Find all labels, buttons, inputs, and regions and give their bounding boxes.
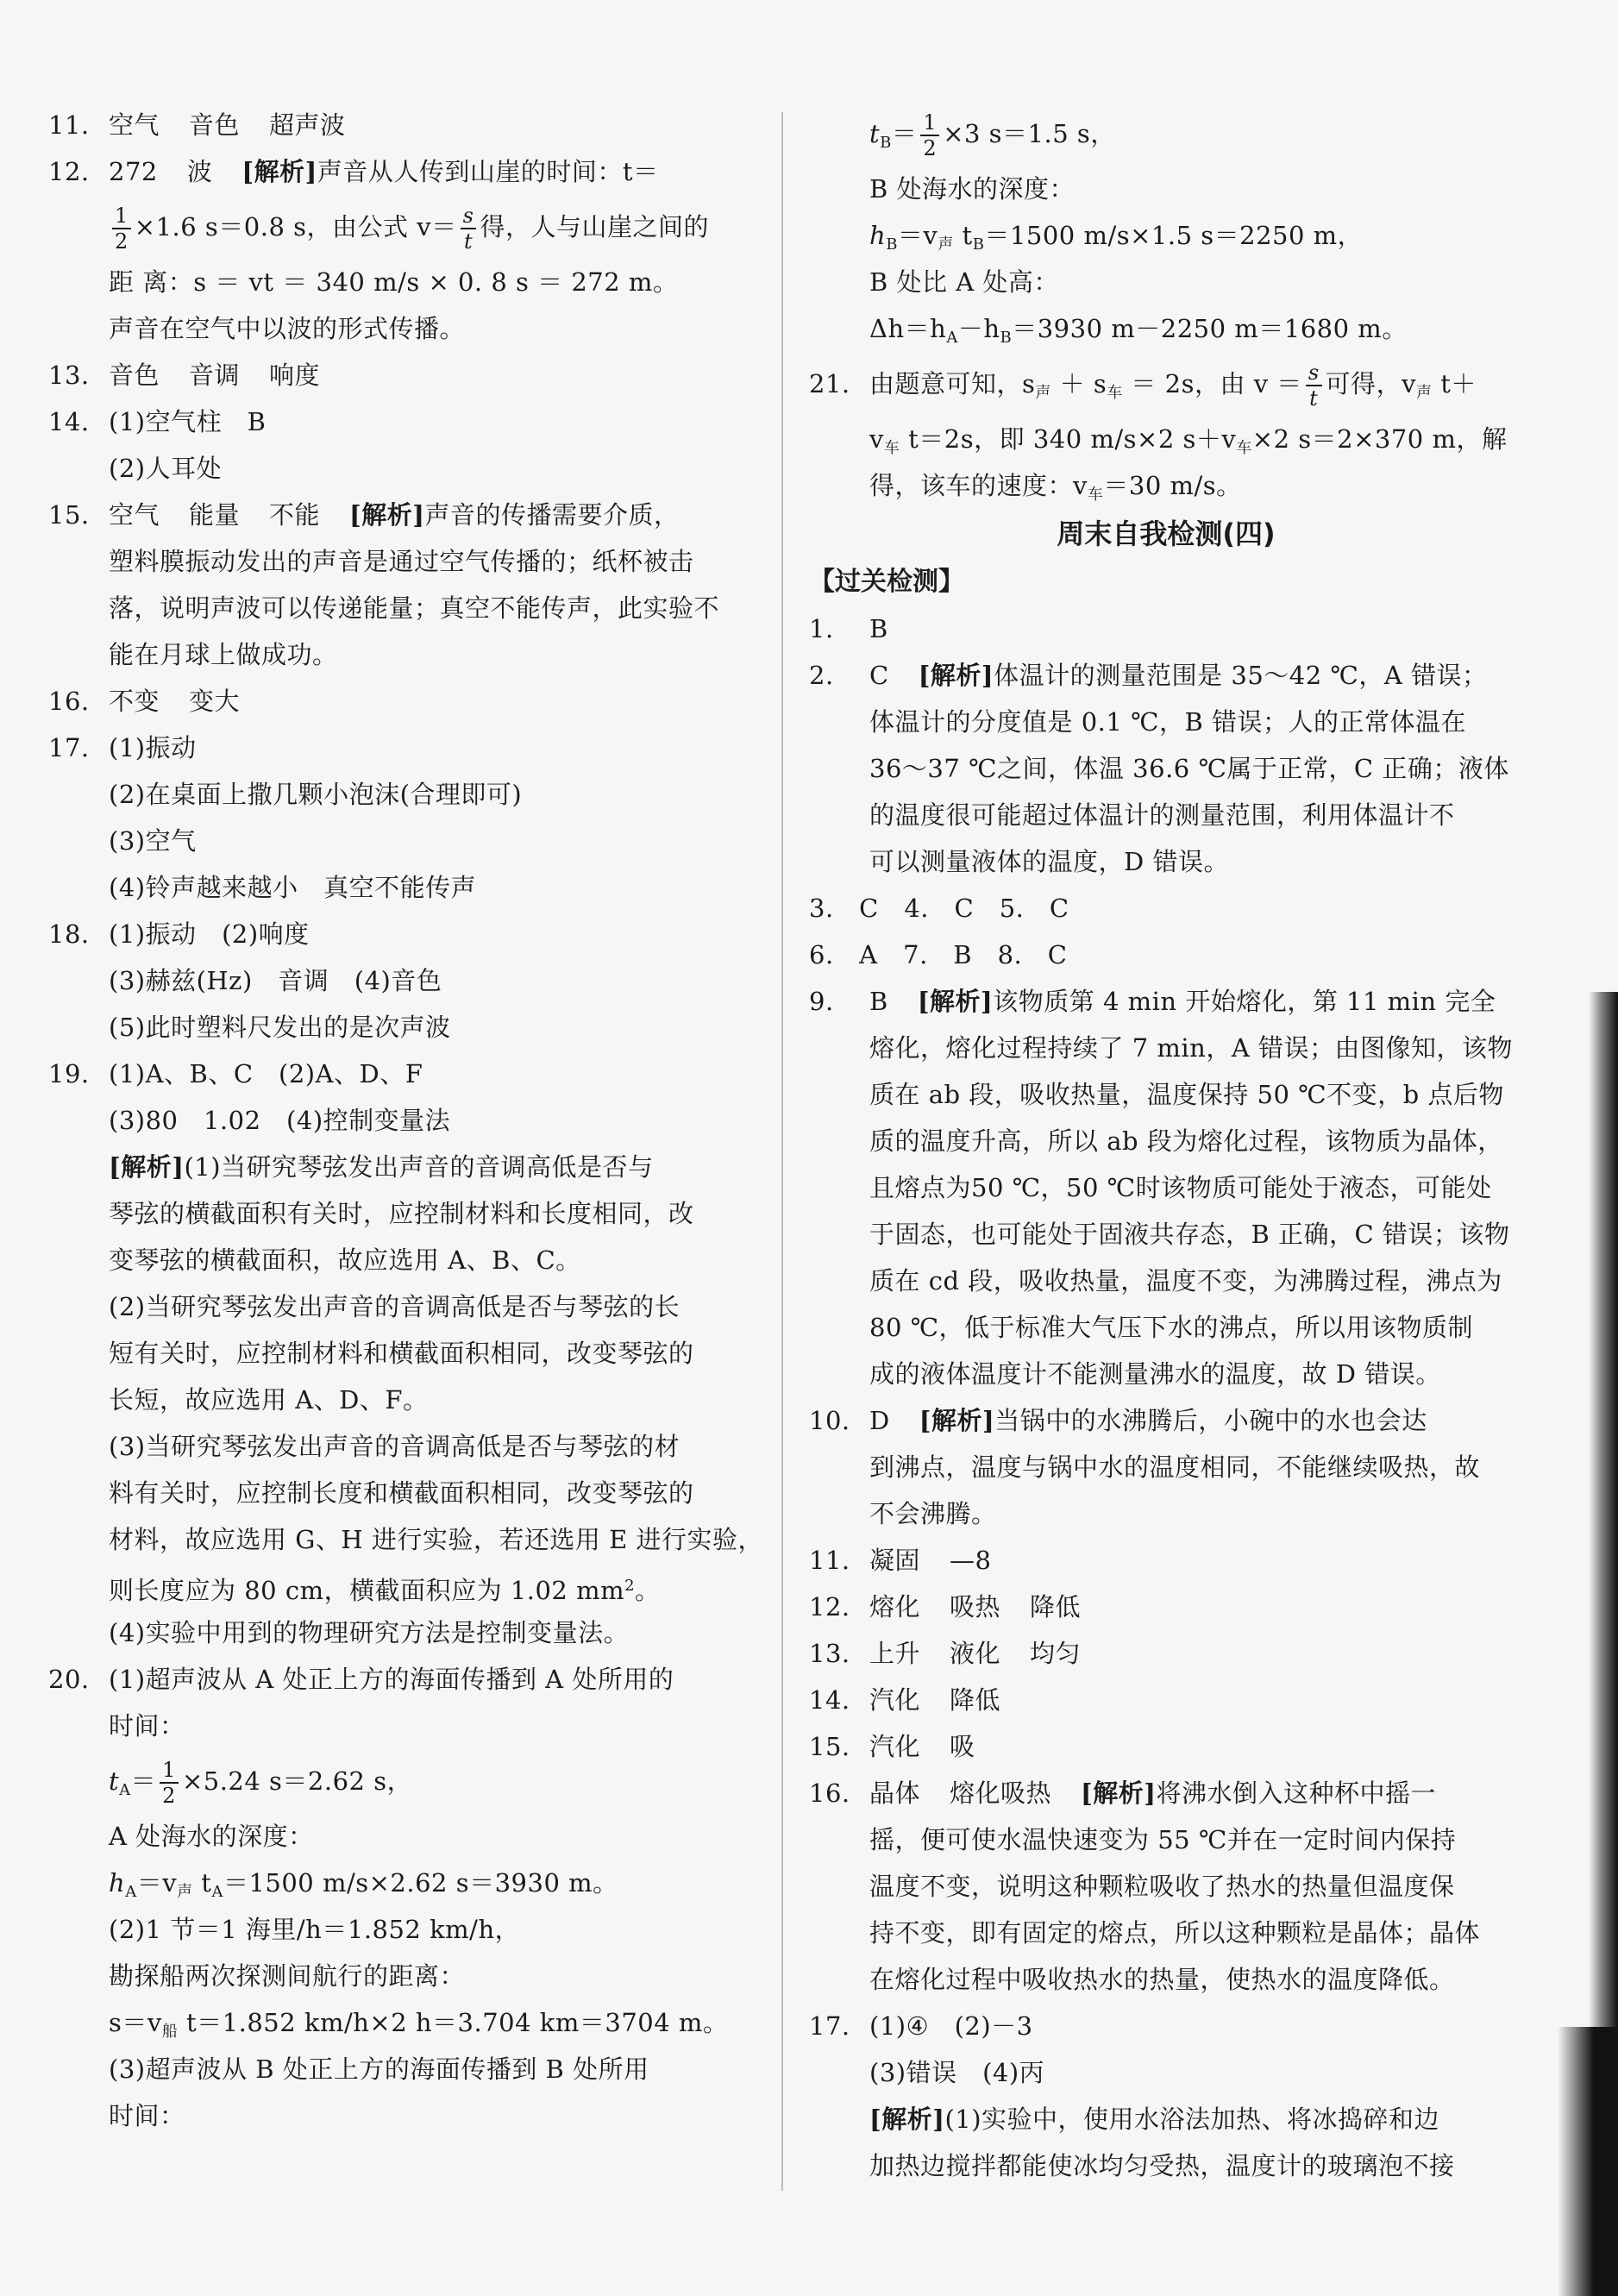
analysis-label: [解析] — [917, 987, 994, 1016]
answer-16: 16. 不变 变大 — [48, 687, 241, 716]
analysis-label: [解析] — [1081, 1778, 1157, 1808]
answer-r15: 15. 汽化 吸 — [809, 1732, 975, 1761]
answer-r11: 11. 凝固 —8 — [809, 1546, 992, 1575]
answer-13: 13. 音色 音调 响度 — [48, 361, 321, 390]
answer-19: 19. (1)A、B、C (2)A、D、F (3)80 1.02 (4)控制变量法 [解析](1)当研究琴弦发出声音的音调高低是否与 琴弦的横截面积有关时，应控制材料和长度相同，改 变琴弦的横截面积，故应选用 A、B、C。 (2)当研究琴弦发出声音的音调高低是否与琴弦的长 短有关时，应控制材料和横截面积相同，改变琴弦的 长短，故应选用 A、D、F。 (3)当研究琴弦发出声音的音调高低是否与琴弦的材 料有关时，应控制长度和横截面积相同，改变琴弦的 材料，故应选用 G、H 进行实验，若还选用 E 进行实验， 则长度应为 80 cm，横截面积应为 1.02 $mm^2$。 (4)实验中用到的物理研究方法是控制变量法。 — [48, 1059, 763, 1647]
analysis-label: [解析] — [109, 1152, 185, 1182]
section-title: 周末自我检测(四) — [1057, 518, 1276, 550]
answer-17: 17. (1)振动 (2)在桌面上撒几颗小泡沫(合理即可) (3)空气 (4)铃声越来越小 真空不能传声 — [48, 733, 523, 902]
answer-r9: 9. B [解析]该物质第 4 min 开始熔化，第 11 min 完全 熔化，熔化过程持续了 7 min，A 错误；由图像知，该物 质在 ab 段，吸收热量，温度保持 50 ℃不变，b 点后物 质的温度升高，所以 ab 段为熔化过程，该物质为晶体， 且熔点为50 ℃，50 ℃时该物质可能处于液态，可能处 于固态，也可能处于固液共存态，B 正确，C 错误；该物 质在 cd 段，吸收热量，温度不变，为沸腾过程，沸点为 80 ℃，低于标准大气压下水的沸点，所以用该物质制 成的液体温度计不能测量沸水的温度，故 D 错误。 — [809, 987, 1514, 1389]
answer-11: 11. 空气 音色 超声波 — [48, 110, 346, 140]
answer-r13: 13. 上升 液化 均匀 — [809, 1639, 1082, 1668]
answer-20-continued: $t_B=$ $\frac{1}{2}$ ×3 s＝1.5 s， B 处海水的深度： $h_B=v_声$ $t_B=1500$ m/s×1.5 s＝2250 m， B 处比 A 处高： $\Delta h=h_A-h_B=3930$ m－2250 m＝1680 m。 — [869, 110, 1408, 347]
answer-r14: 14. 汽化 降低 — [809, 1685, 1001, 1715]
left-column — [48, 102, 763, 2139]
answer-14: 14. (1)空气柱 B (2)人耳处 — [48, 407, 267, 483]
answer-15: 15. 空气 能量 不能 [解析]声音的传播需要介质， 塑料膜振动发出的声音是通过空气传播的；纸杯被击 落，说明声波可以传递能量；真空不能传声，此实验不 能在月球上做成功。 — [48, 500, 720, 669]
answer-12: 12. 272 波 [解析]声音从人传到山崖的时间：t＝ $\frac{1}{2}$ ×1.6 s＝0.8 s，由公式 v＝ $\frac{s}{t}$ 得，人与山崖之间的 距 离：s ＝ vt ＝ 340 m/s × 0. 8 s ＝ 272 m。 声音在空气中以波的形式传播。 — [48, 157, 709, 343]
answer-r12: 12. 熔化 吸热 降低 — [809, 1592, 1082, 1622]
answer-r10: 10. D [解析]当锅中的水沸腾后，小碗中的水也会达 到沸点，温度与锅中水的温度相同，不能继续吸热，故 不会沸腾。 — [809, 1406, 1481, 1528]
answer-r17: 17. (1)④ (2)－3 (3)错误 (4)丙 [解析](1)实验中，使用水浴法加热、将冰捣碎和边 加热边搅拌都能使冰均匀受热，温度计的玻璃泡不接 — [809, 2011, 1455, 2180]
answer-18: 18. (1)振动 (2)响度 (3)赫兹(Hz) 音调 (4)音色 (5)此时塑料尺发出的是次声波 — [48, 919, 451, 1042]
answer-r16: 16. 晶体 熔化吸热 [解析]将沸水倒入这种杯中摇一 摇，便可使水温快速变为 55 ℃并在一定时间内保持 温度不变，说明这种颗粒吸收了热水的热量但温度保 持不变，即有固定的熔点，所以这种颗粒是晶体；晶体 在熔化过程中吸收热水的热量，使热水的温度降低。 — [809, 1778, 1481, 1994]
fraction: $\frac{1}{2}$ — [112, 204, 131, 254]
right-column — [809, 102, 1523, 2189]
analysis-label: [解析] — [869, 2105, 945, 2134]
analysis-label: [解析] — [918, 661, 994, 690]
answer-r1: 1. B — [809, 614, 888, 643]
answer-r2: 2. C [解析]体温计的测量范围是 35～42 ℃，A 错误； 体温计的分度值是 0.1 ℃，B 错误；人的正常体温在 36～37 ℃之间，体温 36.6 ℃属于正常，C 正确；液体 的温度很可能超过体温计的测量范围，利用体温计不 可以测量液体的温度，D 错误。 — [809, 661, 1509, 876]
fraction: $\frac{1}{2}$ — [920, 110, 939, 160]
page-corner-shadow — [1558, 2027, 1618, 2296]
fraction: $\frac{s}{t}$ — [461, 204, 477, 254]
answer-21: 21. 由题意可知，$s_声 + s_车 = 2s$，由 v ＝ $\frac{s}{t}$ 可得，$v_声$ t＋ $v_车$ t＝2s，即 340 m/s×2 $s+v_车\times 2$ s＝2×370 m，解 得，该车的速度：$v_车=30$ m/s。 — [809, 361, 1508, 504]
fraction: $\frac{s}{t}$ — [1306, 361, 1322, 411]
answer-r3-5: 3. C 4. C 5. C — [809, 894, 1069, 923]
column-divider — [781, 112, 783, 2191]
analysis-label: [解析] — [241, 157, 317, 186]
answer-r6-8: 6. A 7. B 8. C — [809, 940, 1068, 969]
answer-20: 20. (1)超声波从 A 处正上方的海面传播到 A 处所用的 时间： $t_A=$ $\frac{1}{2}$ ×5.24 s＝2.62 s， A 处海水的深度： $h_A=v_声$ $t_A=1500$ m/s×2.62 s＝3930 m。 (2)1 节＝1 海里/h＝1.852 km/h， 勘探船两次探测间航行的距离： $s=v_船$ t＝1.852 km/h×2 h＝3.704 km＝3704 m。 (3)超声波从 B 处正上方的海面传播到 B 处所用 时间： — [48, 1665, 729, 2130]
fraction: $\frac{1}{2}$ — [160, 1758, 179, 1808]
analysis-label: [解析] — [349, 500, 425, 530]
section-subtitle: 【过关检测】 — [809, 567, 964, 597]
analysis-label: [解析] — [919, 1406, 995, 1435]
